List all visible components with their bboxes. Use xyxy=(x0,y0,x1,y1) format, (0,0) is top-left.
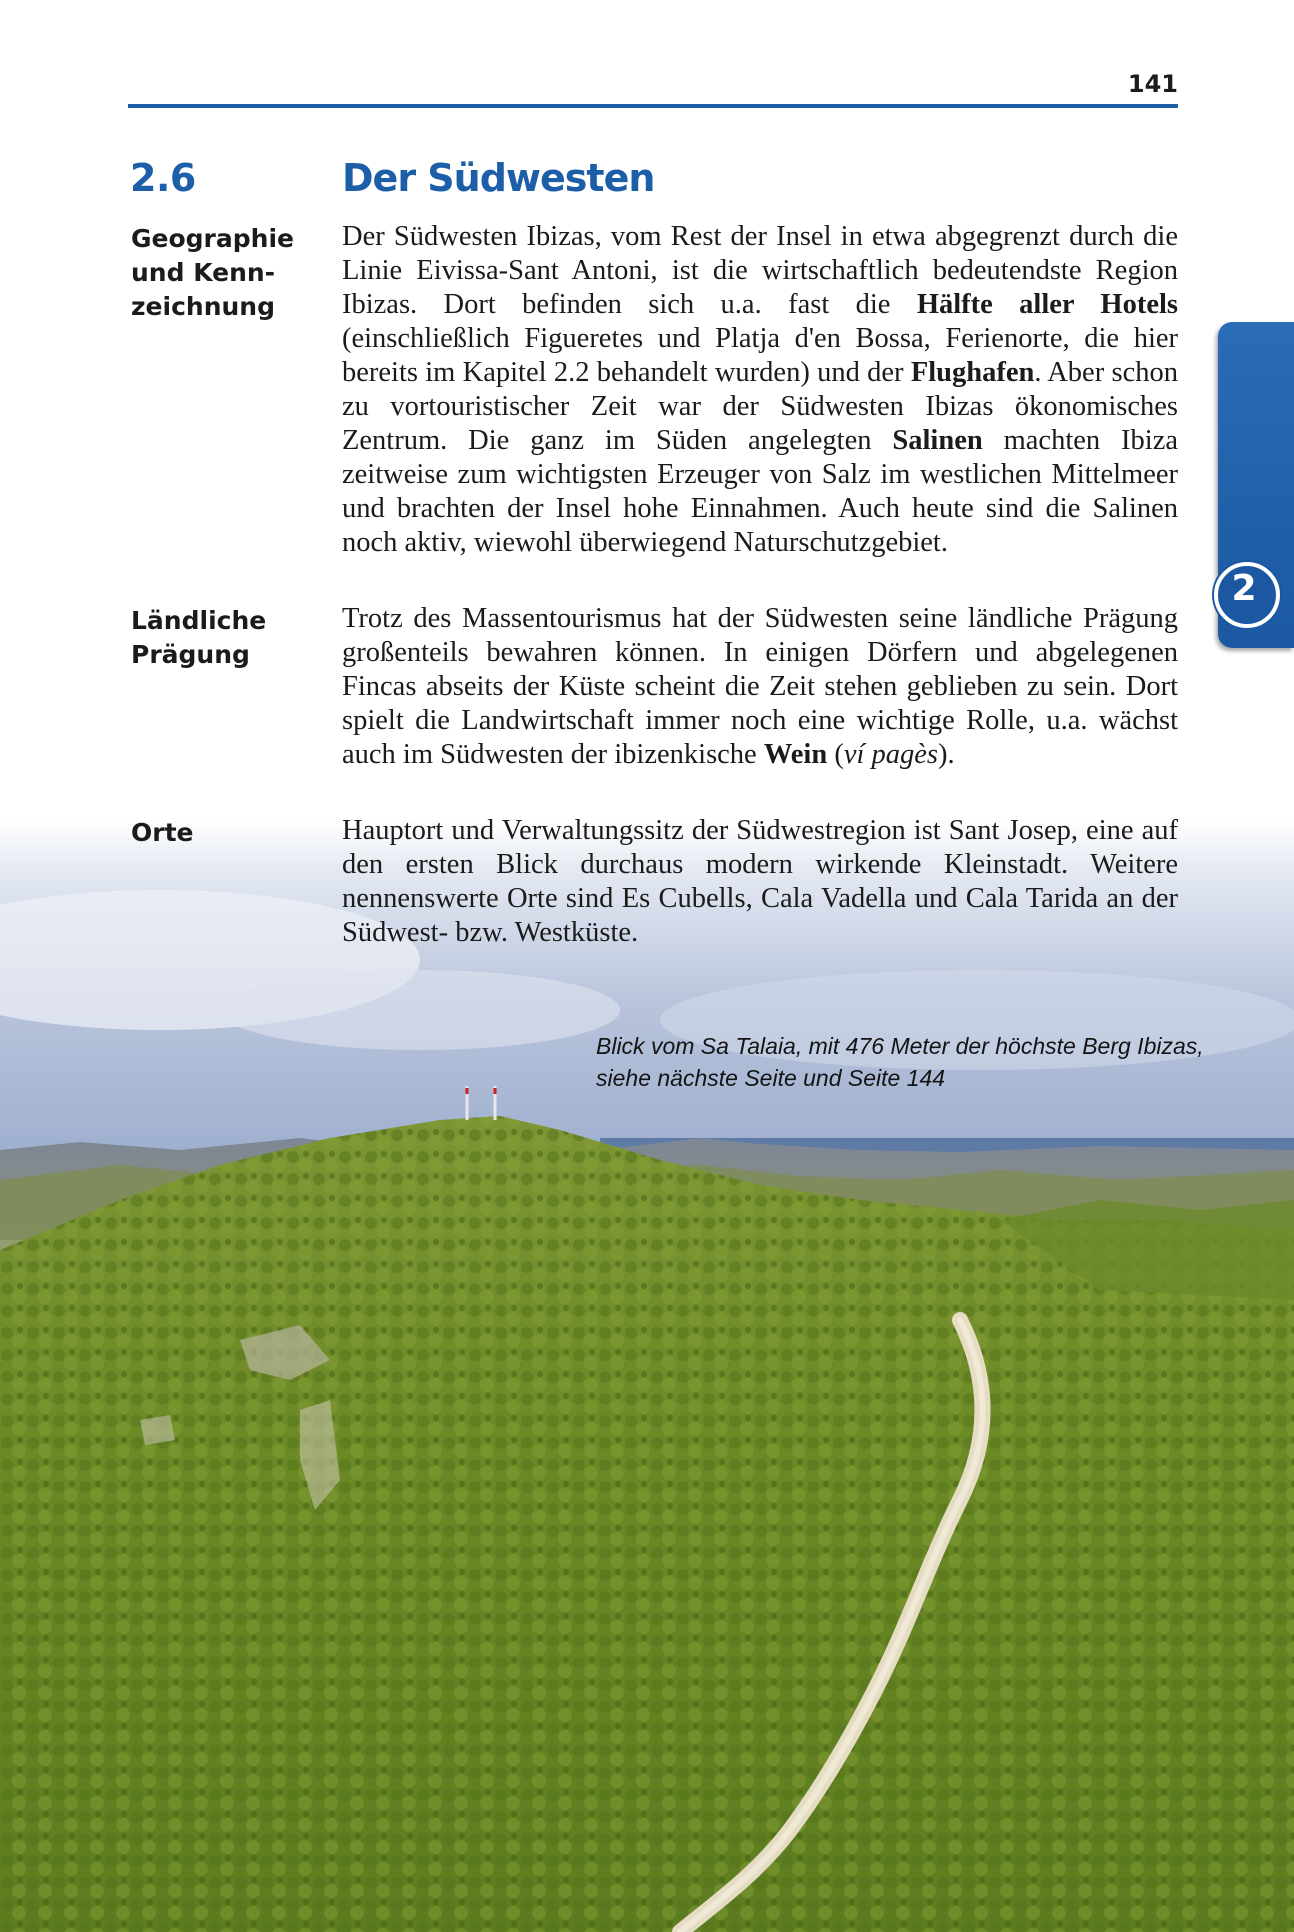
header-rule xyxy=(128,104,1178,108)
text-run: (einschließlich Figueretes und Platja d'en Bossa, Ferienorte, die hier bereits im Kapitel 2.2 behandelt wurden) und der xyxy=(342,323,1178,388)
page-number: 141 xyxy=(1127,70,1178,98)
margin-label-geographie: Geographie und Kenn- zeichnung xyxy=(131,224,294,321)
text-run: ). xyxy=(938,739,955,770)
hero-photo-sa-talaia xyxy=(0,820,1294,1932)
bold-term: Salinen xyxy=(892,425,983,456)
margin-label-laendliche: Ländliche Prägung xyxy=(131,606,267,669)
photo-caption xyxy=(596,1030,1236,1094)
caption-line: siehe nächste Seite und Seite 144 xyxy=(596,1065,946,1091)
bold-term: Flughafen xyxy=(910,357,1035,388)
text-run: ( xyxy=(827,739,844,770)
paragraph-geographie xyxy=(342,220,1178,560)
section-number: 2.6 xyxy=(130,156,196,200)
chapter-tab-number: 2 xyxy=(1231,568,1257,609)
bold-term: Wein xyxy=(763,739,828,770)
text-run: Hauptort und Verwaltungssitz der Südwestregion ist Sant Josep, eine auf den ersten Blick durchaus modern wirkende Kleinstadt. Weitere nennenswerte Orte sind Es Cubells, Cala Vadella und Cala Tarida an der Südwest- bzw. Westküste. xyxy=(342,815,1178,948)
text-run: Der Südwesten Ibizas, vom Rest der Insel in etwa abgegrenzt durch die Linie Eivissa-Sant Antoni, ist die wirtschaftlich bedeutendste Region Ibizas. Dort befinden sich u.a. fast die xyxy=(342,221,1178,320)
paragraph-orte xyxy=(342,814,1178,950)
bold-term: Hälfte aller Hotels xyxy=(916,289,1178,320)
text-run: . Aber schon zu vortouristischer Zeit war der Südwesten Ibizas ökonomisches Zentrum. Die ganz im Süden angelegten xyxy=(342,357,1178,456)
chapter-tab[interactable] xyxy=(1218,322,1294,648)
paragraph-laendliche xyxy=(342,602,1178,772)
italic-term: ví pagès xyxy=(843,739,939,770)
section-title: Der Südwesten xyxy=(342,156,655,200)
margin-label-orte: Orte xyxy=(131,818,194,847)
text-run: machten Ibiza zeitweise zum wichtigsten Erzeuger von Salz im westlichen Mittelmeer und brachten der Insel hohe Einnahmen. Auch heute sind die Salinen noch aktiv, wiewohl überwiegend Naturschutzgebiet. xyxy=(342,425,1179,558)
text-run: Trotz des Massentourismus hat der Südwesten seine ländliche Prägung großenteils bewahren können. In einigen Dörfern und abgelegenen Fincas abseits der Küste scheint die Zeit stehen geblieben zu sein. Dort spielt die Landwirtschaft immer noch eine wichtige Rolle, u.a. wächst auch im Südwesten der ibizenkische xyxy=(342,603,1178,770)
caption-line: Blick vom Sa Talaia, mit 476 Meter der höchste Berg Ibizas, xyxy=(596,1033,1204,1059)
